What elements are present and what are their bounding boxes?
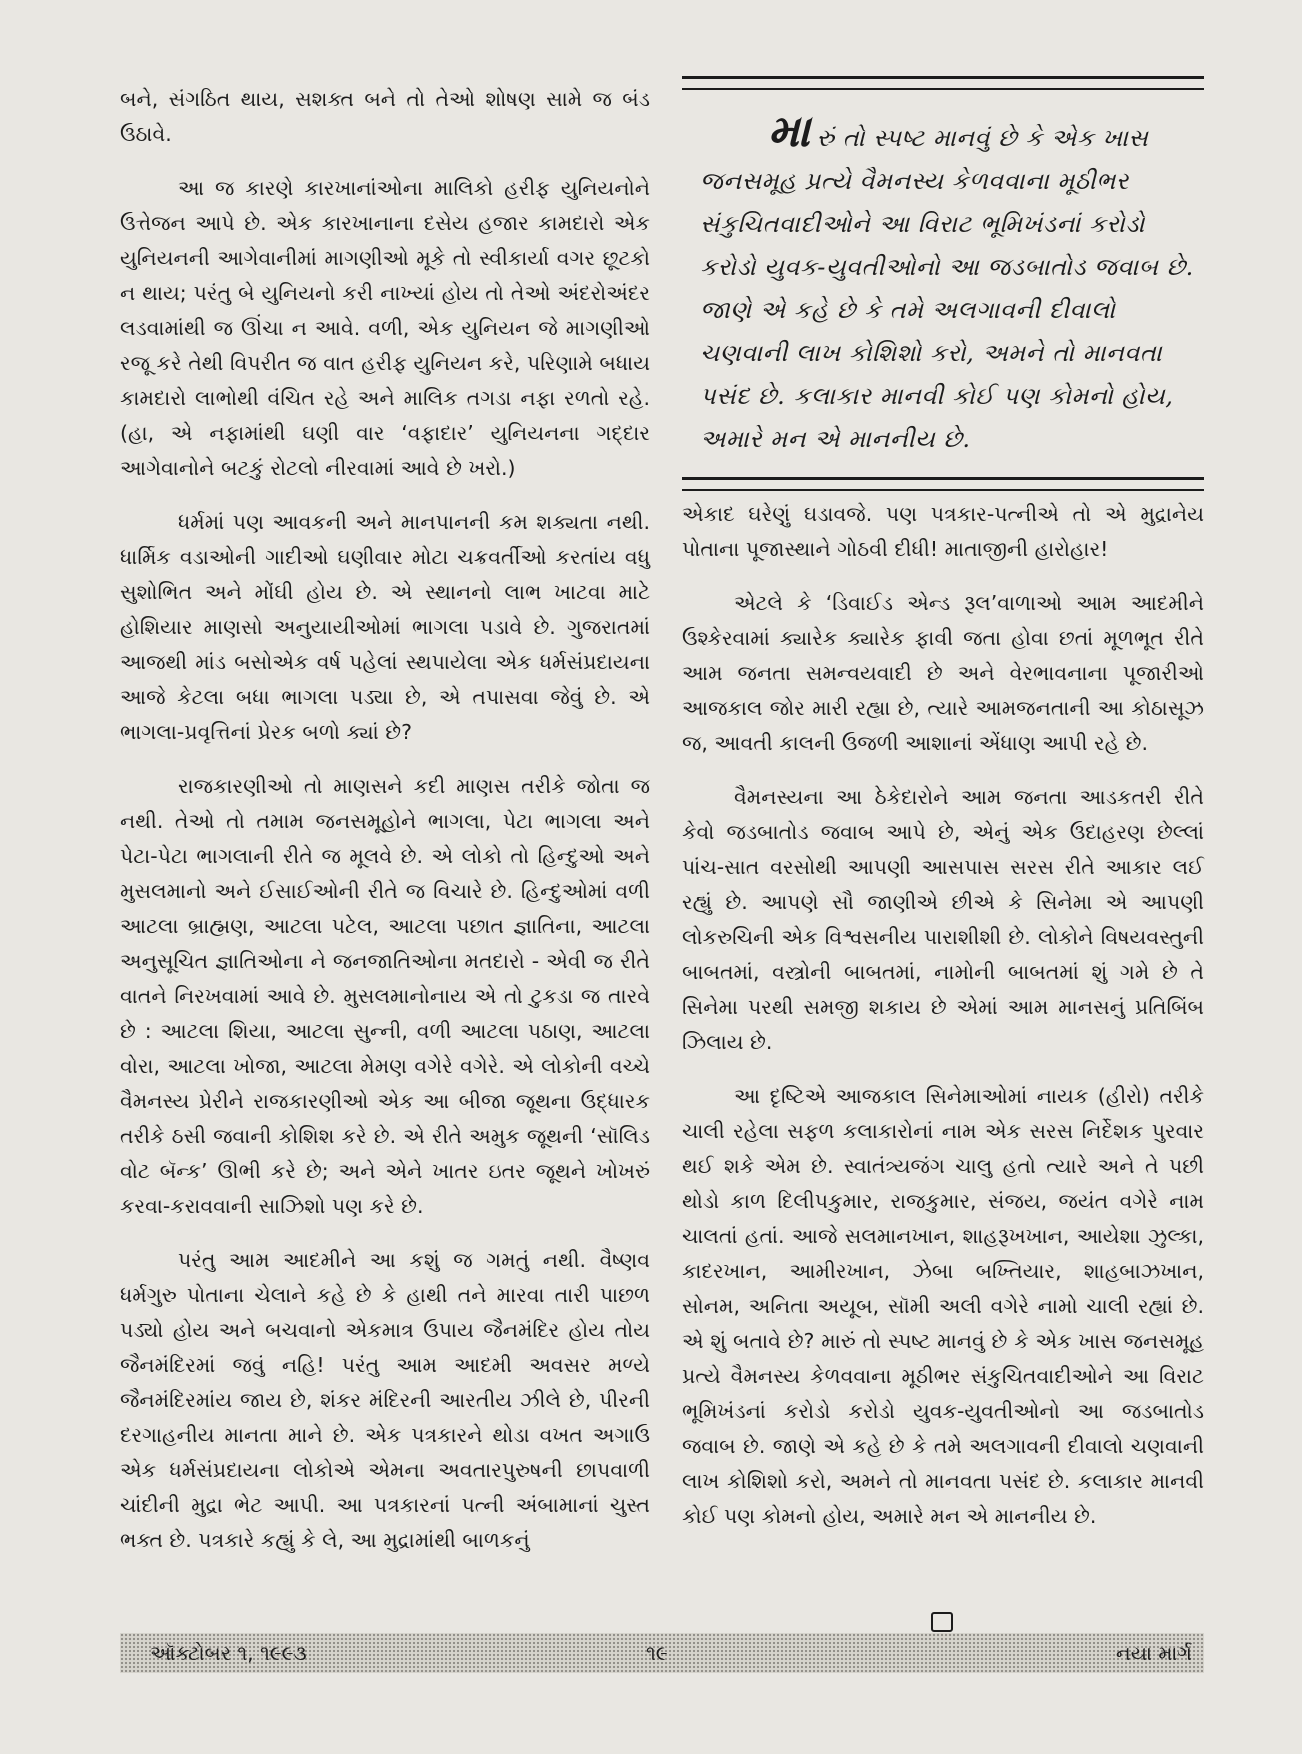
left-column [120,82,650,1558]
right-column [682,76,1204,1534]
paragraph: એટલે કે ‘ડિવાઈડ એન્ડ રૂલ’વાળાઓ આમ આદમીને ઉશ્કેરવામાં ક્યારેક ક્યારેક ફાવી જતા હોવા છતાં મૂળભૂત રીતે આમ જનતા સમન્વયવાદી છે અને વેરભાવનાના પૂજારીઓ આજકાલ જોર મારી રહ્યા છે, ત્યારે આમજનતાની આ કોઠાસૂઝ જ, આવતી કાલની ઉજળી આશાનાં એંધાણ આપી રહે છે. [682,591,1204,755]
paragraph: આ દૃષ્ટિએ આજકાલ સિનેમાઓમાં નાયક (હીરો) તરીકે ચાલી રહેલા સફળ કલાકારોનાં નામ એક સરસ નિર્દેશક પુરવાર થઈ શકે એમ છે. સ્વાતંત્ર્યજંગ ચાલુ હતો ત્યારે અને તે પછી થોડો કાળ દિલીપકુમાર, રાજકુમાર, સંજય, જયંત વગેરે નામ ચાલતાં હતાં. આજે સલમાનખાન, શાહરૂખખાન, આયેશા ઝુલ્કા, કાદરખાન, આમીરખાન, ઝેબા બખ્તિયાર, શાહબાઝખાન, સોનમ, અનિતા અયૂબ, સૉમી અલી વગેરે નામો ચાલી રહ્યાં છે. એ શું બતાવે છે? મારું તો સ્પષ્ટ માનવું છે કે એક ખાસ જનસમૂહ પ્રત્યે વૈમનસ્ય કેળવવાના મૂઠીભર સંકુચિતવાદીઓને આ વિરાટ ભૂમિખંડનાં કરોડો કરોડો યુવક-યુવતીઓનો આ જડબાતોડ જવાબ છે. જાણે એ કહે છે કે તમે અલગાવની દીવાલો ચણવાની લાખ કોશિશો કરો, અમને તો માનવતા પસંદ છે. કલાકાર માનવી કોઈ પણ કોમનો હોય, અમારે મન એ માનનીય છે. [682,1084,1204,1528]
callout-top-rule [682,76,1204,90]
paragraph: પરંતુ આમ આદમીને આ કશું જ ગમતું નથી. વૈષ્ણવ ધર્મગુરુ પોતાના ચેલાને કહે છે કે હાથી તને મારવા તારી પાછળ પડ્યો હોય અને બચવાનો એકમાત્ર ઉપાય જૈનમંદિર હોય તોય જૈનમંદિરમાં જવું નહિ! પરંતુ આમ આદમી અવસર મળ્યે જૈનમંદિરમાંય જાય છે, શંકર મંદિરની આરતીય ઝીલે છે, પીરની દરગાહનીય માનતા માને છે. એક પત્રકારને થોડા વખત અગાઉ એક ધર્મસંપ્રદાયના લોકોએ એમના અવતારપુરુષની છાપવાળી ચાંદીની મુદ્રા ભેટ આપી. આ પત્રકારનાં પત્ની અંબામાનાં ચુસ્ત ભક્ત છે. પત્રકારે કહ્યું કે લે, આ મુદ્રામાંથી બાળકનું [120,1248,650,1552]
pull-quote [682,90,1204,477]
pull-quote-text: રું તો સ્પષ્ટ માનવું છે કે એક ખાસ જનસમૂહ પ્રત્યે વૈમનસ્ય કેળવવાના મૂઠીભર સંકુચિતવાદીઓને આ વિરાટ ભૂમિખંડનાં કરોડો કરોડો યુવક-યુવતીઓનો આ જડબાતોડ જવાબ છે. જાણે એ કહે છે કે તમે અલગાવની દીવાલો ચણવાની લાખ કોશિશો કરો, અમને તો માનવતા પસંદ છે. કલાકાર માનવી કોઈ પણ કોમનો હોય, અમારે મન એ માનનીય છે. [700,124,1194,453]
magazine-name: નયા માર્ગ [1115,1641,1192,1665]
paragraph: આ જ કારણે કારખાનાંઓના માલિકો હરીફ યુનિયનોને ઉત્તેજન આપે છે. એક કારખાનાના દસેય હજાર કામદારો એક યુનિયનની આગેવાનીમાં માગણીઓ મૂકે તો સ્વીકાર્યા વગર છૂટકો ન થાય; પરંતુ બે યુનિયનો કરી નાખ્યાં હોય તો તેઓ અંદરોઅંદર લડવામાંથી જ ઊંચા ન આવે. વળી, એક યુનિયન જે માગણીઓ રજૂ કરે તેથી વિપરીત જ વાત હરીફ યુનિયન કરે, પરિણામે બધાય કામદારો લાભોથી વંચિત રહે અને માલિક તગડા નફા રળતો રહે. (હા, એ નફામાંથી ઘણી વાર ‘વફાદાર’ યુનિયનના ગદ્દાર આગેવાનોને બટકું રોટલો નીરવામાં આવે છે ખરો.) [120,176,650,480]
callout-bottom-rule [682,477,1204,491]
right-column-body [682,497,1204,1534]
paragraph: રાજકારણીઓ તો માણસને કદી માણસ તરીકે જોતા જ નથી. તેઓ તો તમામ જનસમૂહોને ભાગલા, પેટા ભાગલા અને પેટા-પેટા ભાગલાની રીતે જ મૂલવે છે. એ લોકો તો હિન્દુઓ અને મુસલમાનો અને ઈસાઈઓની રીતે જ વિચારે છે. હિન્દુઓમાં વળી આટલા બ્રાહ્મણ, આટલા પટેલ, આટલા પછાત જ્ઞાતિના, આટલા અનુસૂચિત જ્ઞાતિઓના ને જનજાતિઓના મતદારો - એવી જ રીતે વાતને નિરખવામાં આવે છે. મુસલમાનોનાય એ તો ટુકડા જ તારવે છે : આટલા શિયા, આટલા સુન્ની, વળી આટલા પઠાણ, આટલા વોરા, આટલા ખોજા, આટલા મેમણ વગેરે વગેરે. એ લોકોની વચ્ચે વૈમનસ્ય પ્રેરીને રાજકારણીઓ એક આ બીજા જૂથના ઉદ્ધારક તરીકે ઠસી જવાની કોશિશ કરે છે. એ રીતે અમુક જૂથની ‘સૉલિડ વોટ બૅન્ક’ ઊભી કરે છે; અને એને ખાતર ઇતર જૂથને ખોખરું કરવા-કરાવવાની સાઝિશો પણ કરે છે. [120,774,650,1218]
page-number: ૧૯ [646,1641,668,1665]
paragraph: ધર્મમાં પણ આવકની અને માનપાનની કમ શક્યતા નથી. ધાર્મિક વડાઓની ગાદીઓ ઘણીવાર મોટા ચક્રવર્તીઓ કરતાંય વધુ સુશોભિત અને મોંઘી હોય છે. એ સ્થાનનો લાભ ખાટવા માટે હોશિયાર માણસો અનુયાયીઓમાં ભાગલા પડાવે છે. ગુજરાતમાં આજથી માંડ બસોએક વર્ષ પહેલાં સ્થપાયેલા એક ધર્મસંપ્રદાયના આજે કેટલા બધા ભાગલા પડ્યા છે, એ તપાસવા જેવું છે. એ ભાગલા-પ્રવૃત્તિનાં પ્રેરક બળો ક્યાં છે? [120,510,650,744]
paragraph: વૈમનસ્યના આ ઠેકેદારોને આમ જનતા આડકતરી રીતે કેવો જડબાતોડ જવાબ આપે છે, એનું એક ઉદાહરણ છેલ્લાં પાંચ-સાત વરસોથી આપણી આસપાસ સરસ રીતે આકાર લઈ રહ્યું છે. આપણે સૌ જાણીએ છીએ કે સિનેમા એ આપણી લોકરુચિની એક વિશ્વસનીય પારાશીશી છે. લોકોને વિષયવસ્તુની બાબતમાં, વસ્ત્રોની બાબતમાં, નામોની બાબતમાં શું ગમે છે તે સિનેમા પરથી સમજી શકાય છે એમાં આમ માનસનું પ્રતિબિંબ ઝિલાય છે. [682,785,1204,1054]
page-footer [120,1633,1204,1673]
paragraph: એકાદ ઘરેણું ઘડાવજે. પણ પત્રકાર-પત્નીએ તો એ મુદ્રાનેય પોતાના પૂજાસ્થાને ગોઠવી દીધી! માતાજીની હારોહાર! [682,502,1204,561]
issue-date: ઑક્ટોબર ૧, ૧૯૯૩ [150,1641,307,1665]
paragraph: બને, સંગઠિત થાય, સશક્ત બને તો તેઓ શોષણ સામે જ બંડ ઉઠાવે. [120,87,650,146]
pull-quote-dropcap: મા [768,106,811,157]
article-end-mark [931,1612,953,1632]
